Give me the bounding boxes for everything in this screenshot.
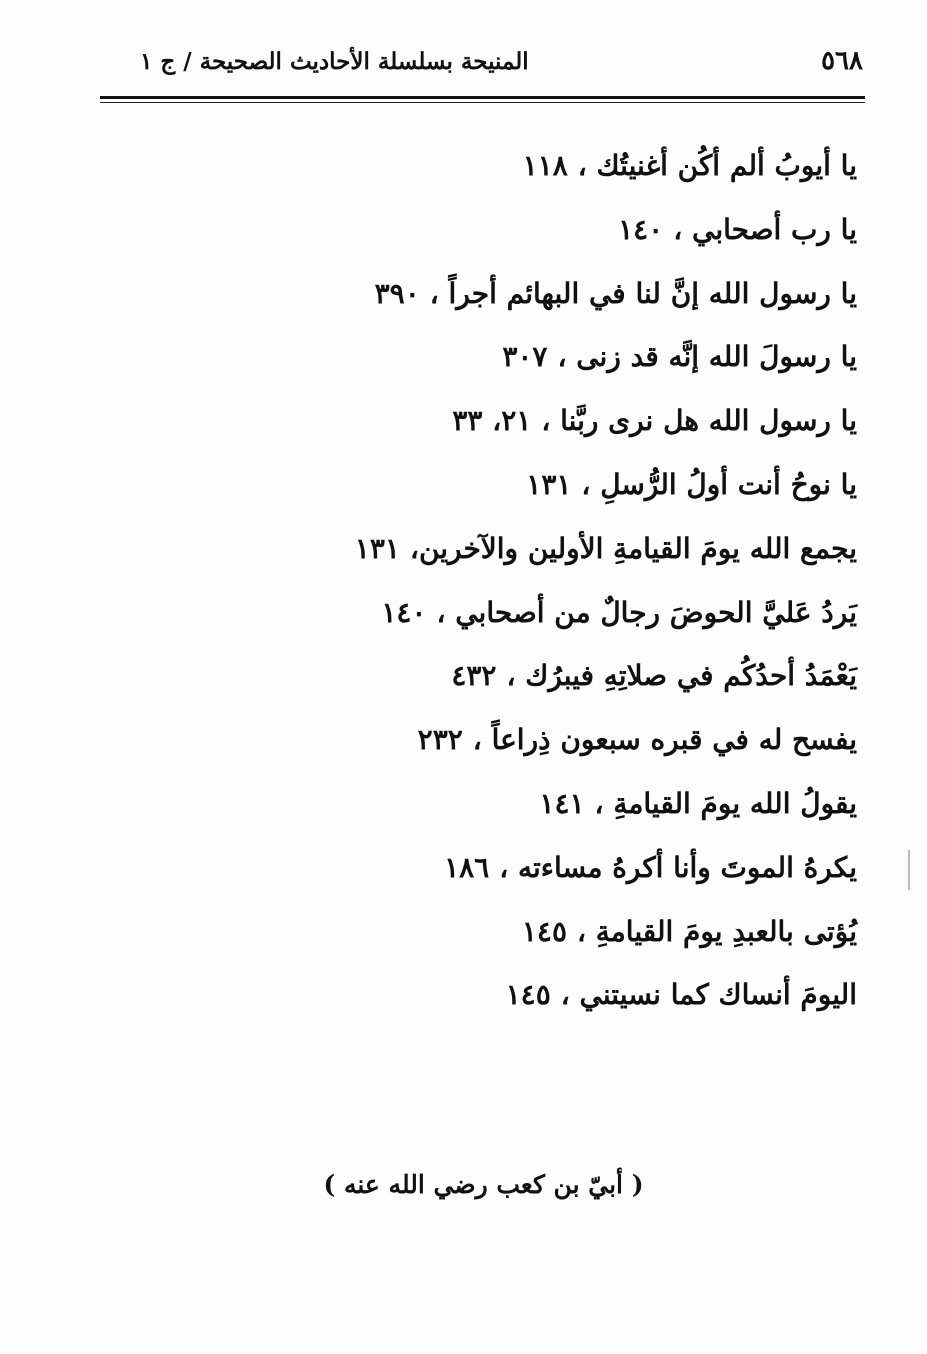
list-item <box>157 395 857 459</box>
entry-text: يا رب أصحابي ، <box>673 212 857 246</box>
entry-page-ref: ١٤٠ <box>381 595 427 629</box>
entry-text: يا رسول الله هل نرى ربَّنا ، <box>541 404 857 438</box>
list-item <box>157 459 857 523</box>
list-item <box>157 204 857 268</box>
entry-page-ref: ١٤٠ <box>618 212 664 246</box>
section-heading: ( أبيّ بن كعب رضي الله عنه ) <box>323 1170 644 1199</box>
entry-text: يجمع الله يومَ القيامةِ الأولين والآخرين، <box>409 531 857 565</box>
entry-text: يا أيوبُ ألم أكُن أغنيتُك ، <box>577 149 857 182</box>
page-number: ٥٦٨ <box>821 46 863 76</box>
running-title: المنيحة بسلسلة الأحاديث الصحيحة / ج ١ <box>140 48 529 75</box>
entry-page-ref: ١٤٥ <box>505 978 551 1012</box>
entry-page-ref: ١٤١ <box>539 786 585 820</box>
list-item <box>157 650 857 714</box>
entry-text: يَعْمَدُ أحدُكُم في صلاتِهِ فيبرُك ، <box>506 659 857 693</box>
entry-page-ref: ٢١، ٣٣ <box>452 404 532 438</box>
entry-text: يا رسولَ الله إنَّه قد زنى ، <box>557 340 857 374</box>
entry-page-ref: ١٣١ <box>354 531 400 565</box>
list-item <box>157 906 857 970</box>
entry-page-ref: ١١٨ <box>522 149 568 182</box>
list-item <box>157 523 857 587</box>
page-header <box>100 40 865 90</box>
list-item <box>157 268 857 332</box>
header-rule <box>100 96 865 99</box>
scan-margin-mark <box>908 850 910 890</box>
hadith-index-list <box>157 140 857 1033</box>
entry-page-ref: ١٤٥ <box>521 914 567 948</box>
entry-text: يقولُ الله يومَ القيامةِ ، <box>594 786 857 820</box>
list-item <box>157 714 857 778</box>
entry-page-ref: ٣٠٧ <box>502 340 548 374</box>
list-item <box>157 587 857 651</box>
header-rule-thin <box>100 102 865 103</box>
list-item <box>157 140 857 204</box>
entry-page-ref: ١٨٦ <box>444 850 490 884</box>
entry-text: يكرهُ الموتَ وأنا أكرهُ مساءته ، <box>499 850 857 884</box>
entry-text: يا رسول الله إنَّ لنا في البهائم أجراً ، <box>429 276 857 310</box>
entry-page-ref: ٢٣٢ <box>417 723 463 757</box>
entry-page-ref: ٤٣٢ <box>451 659 497 693</box>
list-item <box>157 969 857 1033</box>
entry-page-ref: ١٣١ <box>526 467 572 501</box>
entry-text: يَردُ عَليَّ الحوضَ رجالٌ من أصحابي ، <box>436 595 857 629</box>
entry-text: يا نوحُ أنت أولُ الرُّسلِ ، <box>581 467 857 501</box>
list-item <box>157 331 857 395</box>
entry-text: اليومَ أنساك كما نسيتني ، <box>560 978 857 1012</box>
entry-text: يُؤتى بالعبدِ يومَ القيامةِ ، <box>577 914 857 948</box>
entry-text: يفسح له في قبره سبعون ذِراعاً ، <box>472 723 857 757</box>
list-item <box>157 842 857 906</box>
entry-page-ref: ٣٩٠ <box>374 276 420 310</box>
list-item <box>157 778 857 842</box>
